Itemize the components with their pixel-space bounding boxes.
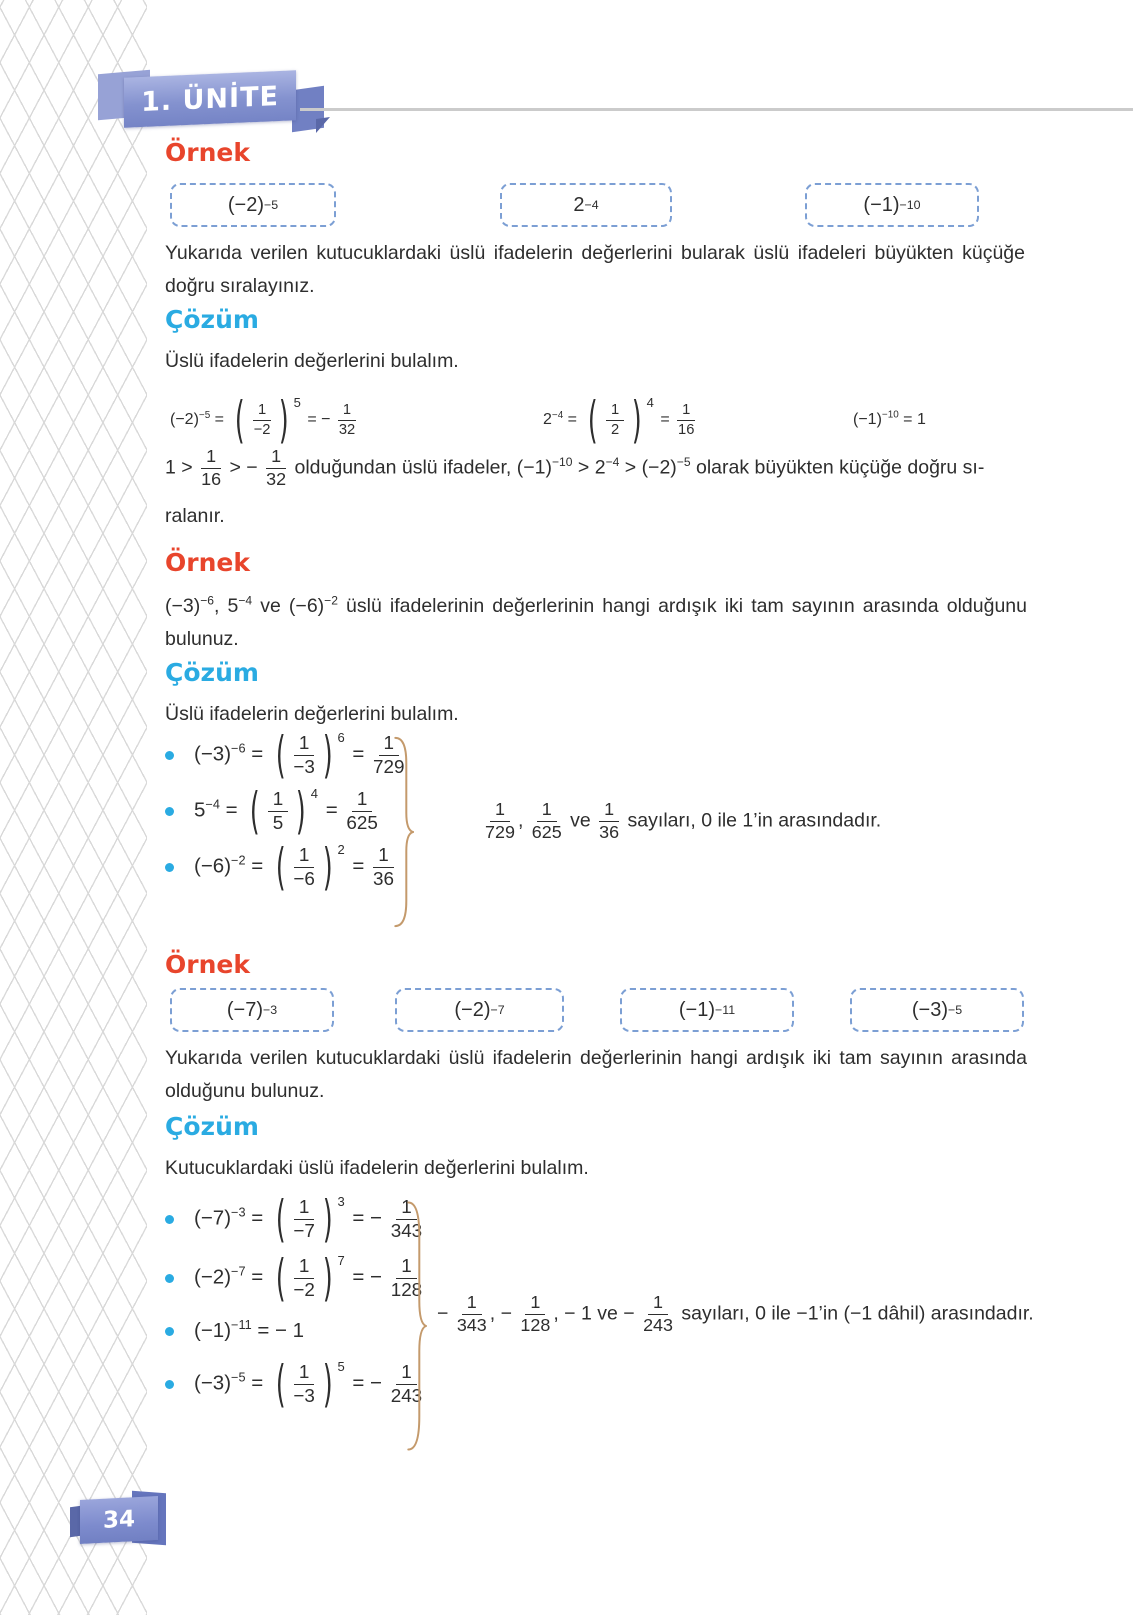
- banner-ribbon: [124, 70, 296, 128]
- solution-3-note: − $\frac{1}{343}$ , − $\frac{1}{128}$ , − 1 ve − $\frac{1}{243}$ sayıları, 0 ile −1’in (−1 dâhil) arasındadır.: [437, 1292, 1034, 1335]
- solution-2-intro: Üslü ifadelerin değerlerini bulalım.: [165, 703, 459, 725]
- header-rule: [300, 108, 1133, 111]
- parenthesized-fraction: ( $\frac{1}{-7}$ ) 3: [275, 1190, 345, 1248]
- bullet-icon: [165, 1380, 174, 1389]
- fraction: $\frac{1}{128}$: [520, 1292, 551, 1335]
- fraction: $\frac{1}{-7}$: [293, 1195, 315, 1241]
- fraction: $\frac{1}{16}$: [678, 402, 695, 438]
- unit-banner: [92, 62, 322, 140]
- parenthesized-fraction: ( $\frac{1}{-2}$ ) 7: [275, 1249, 345, 1307]
- bullet-equation: [165, 1249, 425, 1307]
- expression-box: (−2) −5: [170, 183, 336, 227]
- example-3-prompt: Yukarıda verilen kutucuklardaki üslü ifadelerin değerlerinin hangi ardışık iki tam sayının arasında olduğunu bulunuz.: [165, 1047, 1027, 1103]
- equation: $(-2)^{-5}$ = ( $\frac{1}{-2}$ ) 5 = − $\frac{1}{32}$: [170, 391, 356, 449]
- page-number: 34: [102, 1506, 135, 1534]
- parenthesized-fraction: ( $\frac{1}{2}$ ) 4: [588, 391, 654, 449]
- fraction: $\frac{1}{625}$: [531, 799, 562, 842]
- solution-2-equations: [165, 726, 408, 896]
- bullet-equation: [165, 838, 408, 896]
- fraction: $\frac{1}{-2}$: [293, 1254, 315, 1300]
- parenthesized-fraction: ( $\frac{1}{-3}$ ) 6: [275, 726, 345, 784]
- solution-3-intro: Kutucuklardaki üslü ifadelerin değerlerini bulalım.: [165, 1157, 589, 1179]
- solution-3-equations: [165, 1190, 425, 1413]
- expression-box: (−7) −3: [170, 988, 334, 1032]
- fraction: $\frac{1}{343}$: [456, 1292, 487, 1335]
- fraction: $\frac{1}{32}$: [266, 446, 287, 489]
- example-3-box-row: [165, 988, 1045, 1034]
- fraction: $\frac{1}{36}$: [599, 799, 620, 842]
- expression-box: (−3) −5: [850, 988, 1024, 1032]
- expression-box: 2 −4: [500, 183, 672, 227]
- equation: $2^{-4}$ = ( $\frac{1}{2}$ ) 4 = $\frac{1}{16}$: [543, 391, 695, 449]
- bullet-equation: [165, 1314, 425, 1348]
- fraction: $\frac{1}{128}$: [390, 1254, 423, 1300]
- fraction: $\frac{1}{729}$: [485, 799, 515, 842]
- parenthesized-fraction: ( $\frac{1}{-2}$ ) 5: [235, 391, 301, 449]
- bullet-equation: [165, 726, 408, 784]
- expression-box: (−1) −11: [620, 988, 794, 1032]
- fraction: $\frac{1}{16}$: [201, 446, 222, 489]
- expression-box: (−2) −7: [395, 988, 564, 1032]
- bullet-icon: [165, 1274, 174, 1283]
- bullet-equation: [165, 1190, 425, 1248]
- fraction: $\frac{1}{343}$: [390, 1195, 423, 1241]
- bullet-equation: [165, 782, 408, 840]
- conclusion-line-1: 1 > $\frac{1}{16}$ > − $\frac{1}{32}$ olduğundan üslü ifadeler, $(-1)^{-10} > 2^{-4} > (-2)^{-5}$ olarak büyükten küçüğe doğru sı-: [165, 446, 985, 489]
- fraction: $\frac{1}{-3}$: [293, 1360, 315, 1406]
- fraction: $\frac{1}{729}$: [373, 731, 405, 777]
- equation: $(-7)^{-3}$ = ( $\frac{1}{-7}$ ) 3 = − $\frac{1}{343}$: [194, 1190, 423, 1248]
- equation: $(-1)^{-11}$ = − 1: [194, 1317, 305, 1342]
- parenthesized-fraction: ( $\frac{1}{-3}$ ) 5: [275, 1355, 345, 1413]
- grouping-brace: [392, 736, 414, 928]
- diamond-pattern-strip: [0, 0, 147, 1615]
- equation: $(-1)^{-10} = 1$: [853, 409, 926, 428]
- fraction: $\frac{1}{243}$: [390, 1360, 423, 1406]
- bullet-equation: [165, 1355, 425, 1413]
- fraction: $\frac{1}{-3}$: [293, 731, 315, 777]
- example-1-prompt: Yukarıda verilen kutucuklardaki üslü ifadelerin değerlerini bularak üslü ifadeleri büyükten küçüğe doğru sıralayınız.: [165, 242, 1025, 298]
- bullet-icon: [165, 807, 174, 816]
- fraction: $\frac{1}{-6}$: [293, 843, 315, 889]
- fraction: $\frac{1}{625}$: [346, 787, 378, 833]
- example-1-box-row: [165, 183, 1045, 229]
- equation: $(-3)^{-6}$ = ( $\frac{1}{-3}$ ) 6 = $\frac{1}{729}$: [194, 726, 405, 784]
- equation: $(-2)^{-7}$ = ( $\frac{1}{-2}$ ) 7 = − $\frac{1}{128}$: [194, 1249, 423, 1307]
- conclusion-line-2: ralanır.: [165, 505, 225, 528]
- conclusion: [165, 447, 1045, 528]
- ribbon-body: [80, 1496, 158, 1544]
- bullet-icon: [165, 1327, 174, 1336]
- example-2-prompt: $(-3)^{-6}$, $5^{-4}$ ve $(-6)^{-2}$ üslü ifadelerinin değerlerinin hangi ardışık iki tam sayının arasında olduğunu bulunuz.: [165, 593, 1027, 651]
- fraction: $\frac{1}{36}$: [373, 843, 395, 889]
- bullet-icon: [165, 1215, 174, 1224]
- bullet-icon: [165, 751, 174, 760]
- equation: $5^{-4}$ = ( $\frac{1}{5}$ ) 4 = $\frac{1}{625}$: [194, 782, 378, 840]
- equation: $(-6)^{-2}$ = ( $\frac{1}{-6}$ ) 2 = $\frac{1}{36}$: [194, 838, 395, 896]
- grouping-brace: [405, 1200, 427, 1452]
- parenthesized-fraction: ( $\frac{1}{5}$ ) 4: [250, 782, 319, 840]
- fraction: $\frac{1}{5}$: [268, 789, 289, 833]
- solution-2-note: $\frac{1}{729}$ , $\frac{1}{625}$ ve $\frac{1}{36}$ sayıları, 0 ile 1’in arasındadır.: [485, 799, 882, 842]
- page-number-ribbon: [70, 1490, 180, 1552]
- solution-1-heading: Çözüm: [165, 305, 259, 334]
- example-2-heading: Örnek: [165, 548, 250, 577]
- expression-box: (−1) −10: [805, 183, 979, 227]
- unit-title: 1. ÜNİTE: [141, 80, 279, 118]
- equation: $(-3)^{-5}$ = ( $\frac{1}{-3}$ ) 5 = − $\frac{1}{243}$: [194, 1355, 423, 1413]
- bullet-icon: [165, 863, 174, 872]
- example-1-heading: Örnek: [165, 138, 250, 167]
- fraction: $\frac{1}{-2}$: [253, 402, 271, 438]
- solution-3-heading: Çözüm: [165, 1112, 259, 1141]
- parenthesized-fraction: ( $\frac{1}{-6}$ ) 2: [275, 838, 345, 896]
- fraction: $\frac{1}{32}$: [338, 402, 356, 438]
- fraction: $\frac{1}{243}$: [643, 1292, 674, 1335]
- fraction: $\frac{1}{2}$: [606, 402, 624, 437]
- solution-2-heading: Çözüm: [165, 658, 259, 687]
- example-3-heading: Örnek: [165, 950, 250, 979]
- solution-1-intro: Üslü ifadelerin değerlerini bulalım.: [165, 350, 459, 372]
- banner-notch: [316, 117, 330, 133]
